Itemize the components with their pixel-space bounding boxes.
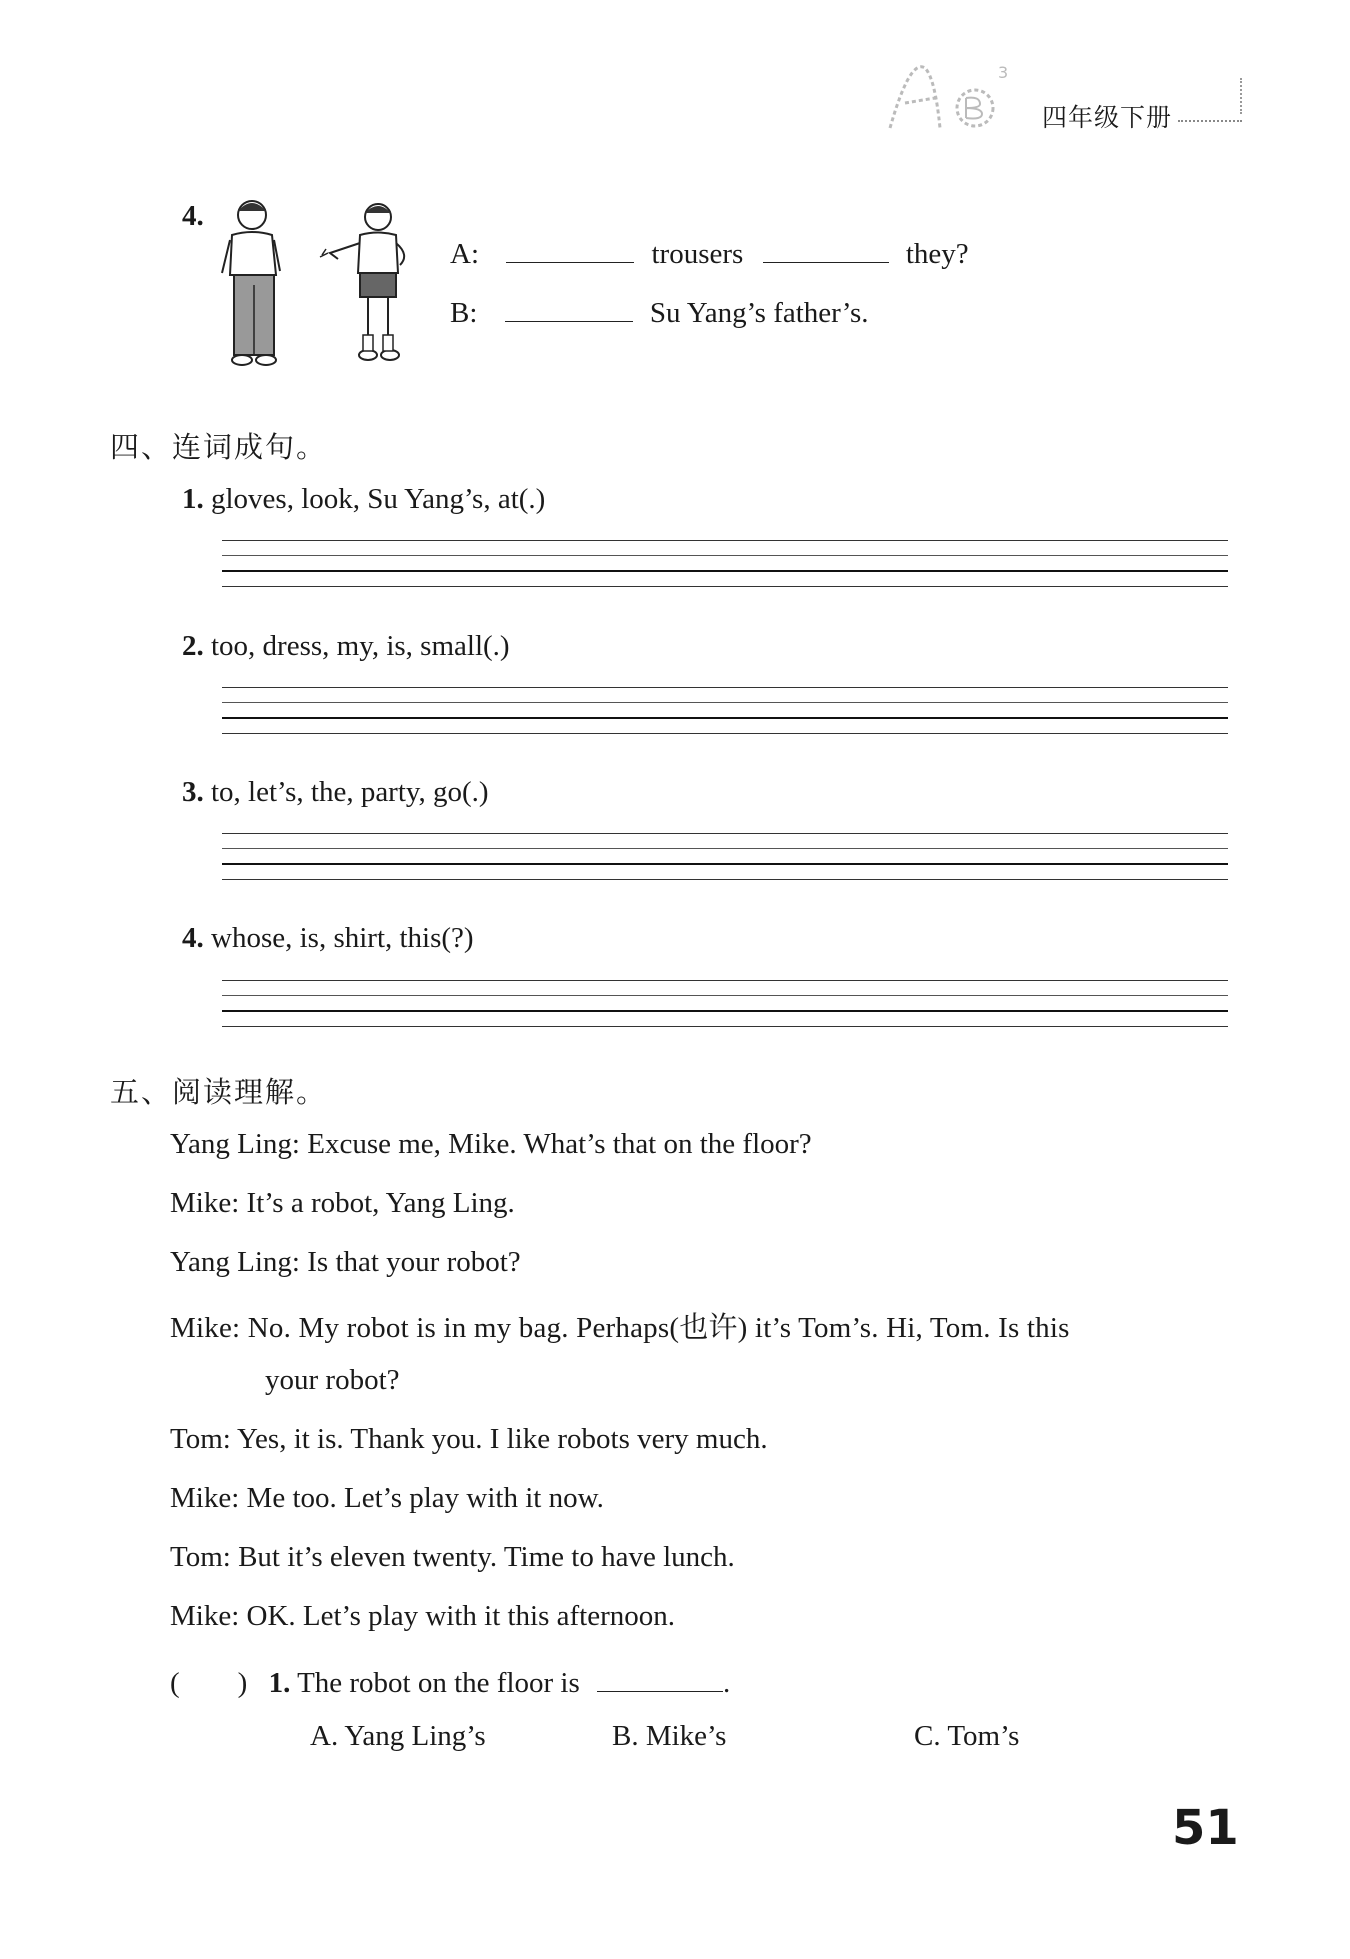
dialogue-continuation: your robot?	[265, 1364, 400, 1396]
word-they: they?	[905, 238, 969, 270]
writing-lines[interactable]	[222, 540, 1228, 587]
speaker: Yang Ling:	[170, 1246, 300, 1278]
question-1	[170, 1660, 730, 1701]
dialogue-line	[170, 1305, 1070, 1346]
item-words: whose, is, shirt, this(?)	[211, 922, 474, 954]
header-divider	[1178, 120, 1242, 122]
question-number: 1.	[268, 1667, 291, 1699]
word-trousers: trousers	[651, 238, 744, 270]
speaker: Mike:	[170, 1187, 240, 1219]
option-c[interactable]: C. Tom’s	[914, 1720, 1020, 1752]
dialogue-line	[170, 1187, 515, 1220]
speaker-b: B:	[450, 297, 478, 329]
speaker: Tom:	[170, 1423, 231, 1455]
speaker: Mike:	[170, 1482, 240, 1514]
item-words: gloves, look, Su Yang’s, at(.)	[211, 483, 546, 515]
s4-item-2	[182, 630, 510, 663]
option-a[interactable]: A. Yang Ling’s	[310, 1720, 486, 1752]
section5-title: 五、阅读理解。	[110, 1075, 328, 1109]
utterance: But it’s eleven twenty. Time to have lunch.	[238, 1541, 735, 1573]
dialogue-line	[170, 1423, 768, 1456]
dialogue-line	[170, 1128, 812, 1161]
answer-paren[interactable]: ( )	[170, 1667, 248, 1699]
item-number: 2.	[182, 630, 204, 662]
dialogue-line	[170, 1541, 735, 1574]
s4-item-1	[182, 483, 545, 516]
utterance: Yes, it is. Thank you. I like robots very much.	[237, 1423, 768, 1455]
question-stem: The robot on the floor is	[297, 1667, 580, 1699]
utterance: OK. Let’s play with it this afternoon.	[246, 1600, 676, 1632]
utterance: Is that your robot?	[307, 1246, 521, 1278]
option-b[interactable]: B. Mike’s	[612, 1720, 727, 1752]
two-boys-illustration	[210, 195, 435, 375]
writing-lines[interactable]	[222, 980, 1228, 1027]
utterance: Me too. Let’s play with it now.	[246, 1482, 604, 1514]
answer-blank[interactable]	[597, 1665, 723, 1692]
question-end: .	[723, 1667, 731, 1699]
q4-number: 4.	[182, 200, 204, 232]
ab-logo-icon	[880, 48, 1030, 138]
q4-line-b	[450, 295, 869, 330]
writing-lines[interactable]	[222, 687, 1228, 734]
speaker-a: A:	[450, 238, 479, 270]
line-b-text: Su Yang’s father’s.	[649, 297, 869, 329]
item-number: 1.	[182, 483, 204, 515]
answer-blank[interactable]	[763, 236, 889, 263]
q4-line-a	[450, 236, 969, 271]
page-number: 51	[1172, 1800, 1239, 1856]
answer-blank[interactable]	[506, 236, 634, 263]
speaker: Mike:	[170, 1600, 240, 1632]
dialogue-line	[170, 1246, 521, 1279]
svg-text:3: 3	[998, 63, 1009, 82]
item-number: 4.	[182, 922, 204, 954]
utterance: It’s a robot, Yang Ling.	[246, 1187, 515, 1219]
s4-item-4	[182, 922, 474, 955]
answer-blank[interactable]	[505, 295, 633, 322]
utterance: Excuse me, Mike. What’s that on the floor?	[307, 1128, 812, 1160]
dialogue-line	[170, 1600, 675, 1633]
header-divider-vertical	[1240, 78, 1242, 114]
speaker: Tom:	[170, 1541, 231, 1573]
section4-title: 四、连词成句。	[110, 430, 328, 464]
utterance: No. My robot is in my bag. Perhaps(也许) it’s Tom’s. Hi, Tom. Is this	[247, 1312, 1070, 1344]
item-number: 3.	[182, 776, 204, 808]
s4-item-3	[182, 776, 489, 809]
writing-lines[interactable]	[222, 833, 1228, 880]
speaker: Yang Ling:	[170, 1128, 300, 1160]
item-words: too, dress, my, is, small(.)	[211, 630, 510, 662]
item-words: to, let’s, the, party, go(.)	[211, 776, 489, 808]
speaker: Mike:	[170, 1312, 241, 1344]
dialogue-line	[170, 1482, 604, 1515]
grade-label: 四年级下册	[1042, 103, 1173, 132]
